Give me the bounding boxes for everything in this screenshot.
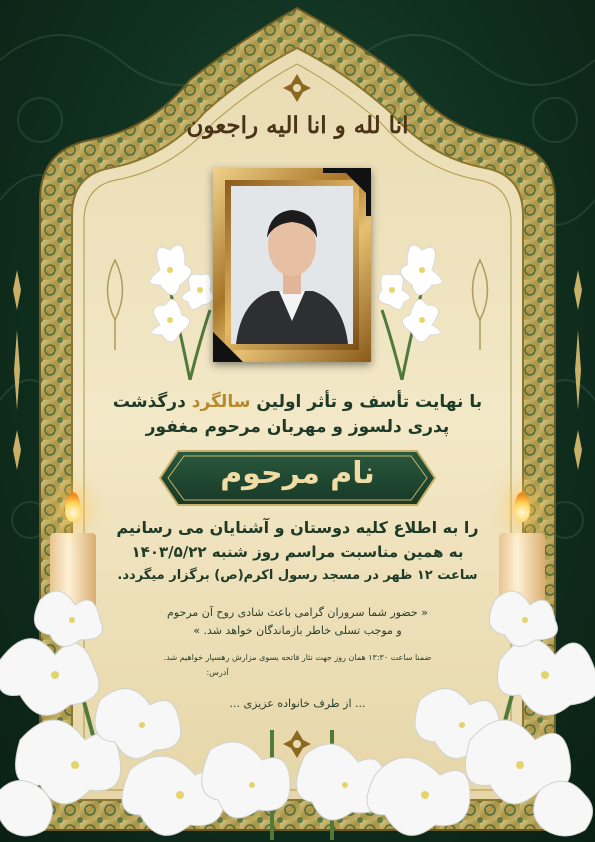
address-label: آدرس: (206, 668, 229, 677)
announcement-line-2: به همین مناسبت مراسم روز شنبه ۱۴۰۳/۵/۲۲ (131, 543, 464, 561)
lily-bouquet-right (372, 230, 462, 380)
lily-bouquet-left (130, 230, 220, 380)
intro-suffix: درگذشت (112, 392, 186, 412)
portrait-frame (213, 168, 371, 362)
anniversary-word: سالگرد (191, 392, 251, 412)
deceased-name: نام مرحوم (220, 456, 375, 491)
quote-line-2: و موجب تسلی خاطر بازماندگان خواهد شد. » (193, 624, 402, 637)
lily-flowers-bottom (0, 580, 595, 842)
announcement-line-3: ساعت ۱۲ ظهر در مسجد رسول اکرم(ص) برگزار میگردد. (117, 568, 478, 583)
intro-line-2: پدری دلسوز و مهربان مرحوم مغفور (145, 417, 450, 437)
quran-verse-calligraphy: انا لله و انا الیه راجعون (186, 112, 409, 139)
family-signature: ... از طرف خانواده عزیزی ... (229, 697, 366, 710)
mourning-ribbon (213, 168, 371, 362)
announcement-line-1: را به اطلاع کلیه دوستان و آشنایان می رسانیم (116, 518, 479, 537)
intro-prefix: با نهایت تأسف و تأثر اولین (256, 392, 483, 412)
note-text: ضمنا ساعت ۱۳:۳۰ همان روز جهت نثار فاتحه بسوی مزارش رهسپار خواهیم شد. (163, 653, 432, 662)
quote-line-1: « حضور شما سروران گرامی باعث شادی روح آن مرحوم (167, 606, 428, 619)
intro-line-1 (0, 392, 595, 412)
